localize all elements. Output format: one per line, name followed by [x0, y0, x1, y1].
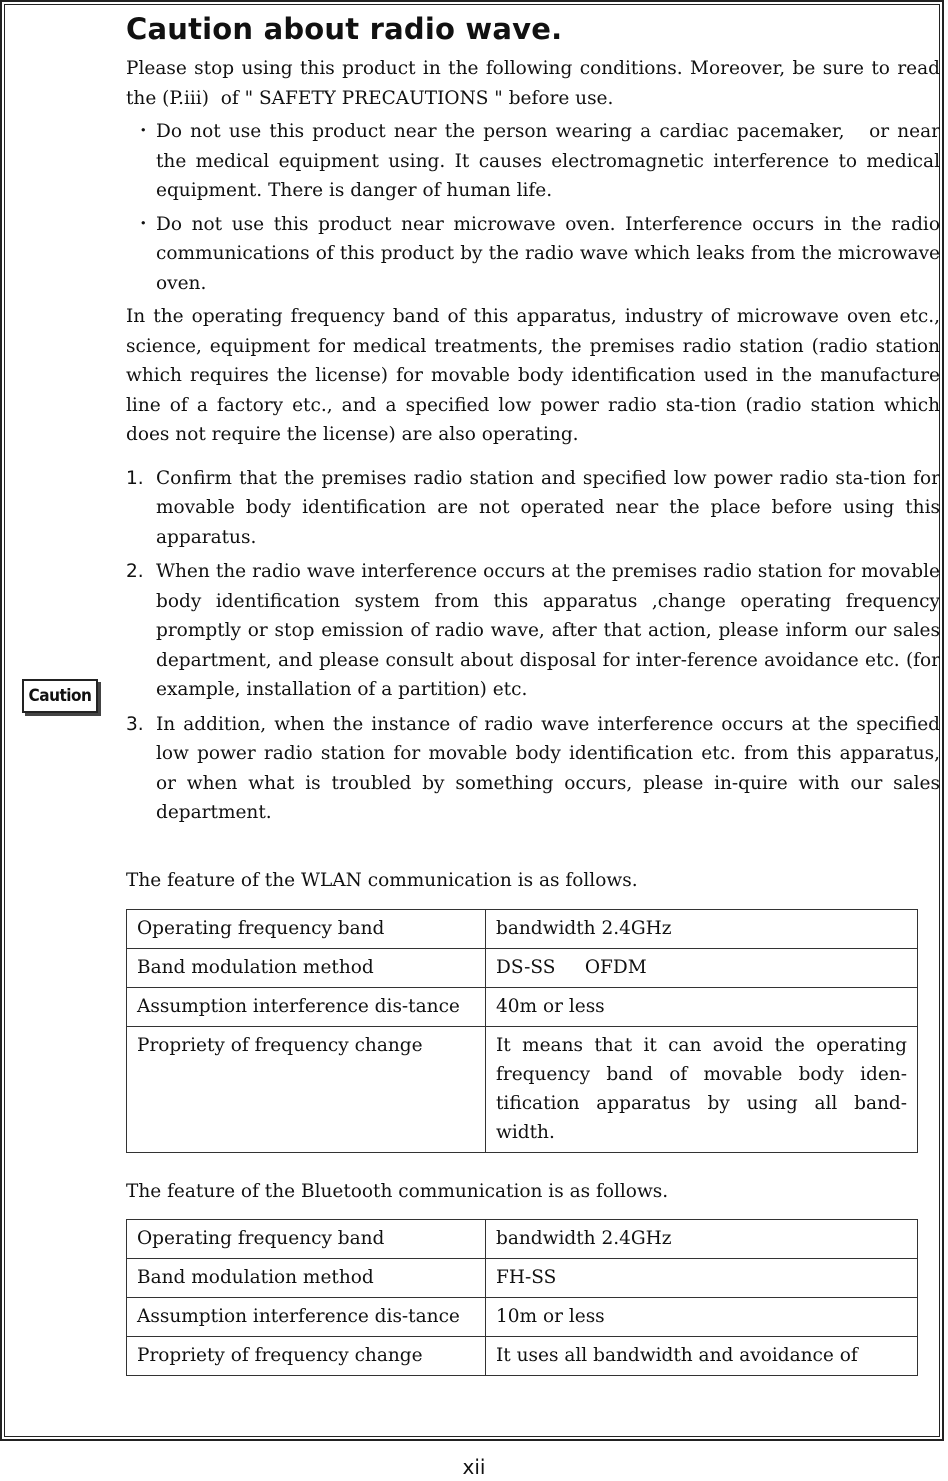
bullet-mark: ・: [134, 121, 153, 142]
row-label: Propriety of frequency change: [127, 1027, 486, 1153]
row-label: Operating frequency band: [127, 910, 486, 949]
numbered-list: [126, 464, 940, 828]
bullet-item: [126, 210, 940, 299]
bullet-mark: ・: [134, 213, 153, 235]
row-value: DS-SS OFDM: [486, 949, 918, 988]
bullet-list: [126, 117, 940, 298]
table-row: [127, 910, 918, 949]
bluetooth-feature-table: [126, 1219, 918, 1376]
bullet-item: [126, 117, 940, 206]
row-value: 10m or less: [486, 1297, 918, 1336]
item-text: Confirm that the premises radio station and specified low power radio sta-tion for movable body identification are not operated near the place before using this apparatus.: [156, 467, 940, 548]
bluetooth-intro: The feature of the Bluetooth communication is as follows.: [126, 1181, 669, 1202]
item-number: 3.: [126, 713, 144, 735]
item-text: When the radio wave interference occurs at the premises radio station for movable body identification system from this apparatus ,change operating frequency promptly or stop emission of radio wave, after that action, please inform our sales department, and please consult about disposal for inter-ference avoidance etc. (for example, installation of a partition) etc.: [156, 561, 940, 700]
wlan-feature-table: [126, 909, 918, 1153]
row-label: Band modulation method: [127, 949, 486, 988]
row-value: It uses all bandwidth and avoidance of: [486, 1336, 918, 1375]
row-label: Propriety of frequency change: [127, 1336, 486, 1375]
caution-badge: Caution: [22, 679, 98, 713]
table-row: [127, 1258, 918, 1297]
item-number: 1.: [126, 467, 144, 489]
numbered-item: [126, 710, 940, 828]
table-row: [127, 1027, 918, 1153]
row-value: FH-SS: [486, 1258, 918, 1297]
wlan-intro: The feature of the WLAN communication is as follows.: [126, 869, 638, 891]
row-label: Band modulation method: [127, 1258, 486, 1297]
bullet-text: Do not use this product near the person wearing a cardiac pacemaker, or near the medical equipment using. It causes electromagnetic interference to medical equipment. There is danger of human life.: [156, 121, 940, 201]
section-heading: Caution about radio wave.: [126, 12, 563, 46]
bullet-text: Do not use this product near microwave oven. Interference occurs in the radio communications of this product by the radio wave which leaks from the microwave oven.: [156, 213, 940, 294]
intro-paragraph: Please stop using this product in the following conditions. Moreover, be sure to read the (P.iii) of " SAFETY PRECAUTIONS " before use.: [126, 58, 940, 109]
row-value: bandwidth 2.4GHz: [486, 1219, 918, 1258]
table-row: [127, 1219, 918, 1258]
row-label: Assumption interference dis-tance: [127, 1297, 486, 1336]
row-value: It means that it can avoid the operating frequency band of movable body iden-tification apparatus by using all band-width.: [486, 1027, 918, 1153]
row-label: Operating frequency band: [127, 1219, 486, 1258]
item-text: In addition, when the instance of radio wave interference occurs at the specified low power radio station for movable body identification etc. from this apparatus, or when what is troubled by something occurs, please in-quire with our sales department.: [156, 713, 940, 823]
band-paragraph: In the operating frequency band of this apparatus, industry of microwave oven etc., science, equipment for medical treatments, the premises radio station (radio station which requires the license) for movable body identification used in the manufacture line of a factory etc., and a specified low power radio sta-tion (radio station which does not require the license) are also operating.: [126, 306, 940, 445]
table-row: [127, 949, 918, 988]
item-number: 2.: [126, 561, 144, 582]
table-row: [127, 1336, 918, 1375]
page-number: xii: [462, 1455, 486, 1479]
table-row: [127, 988, 918, 1027]
row-value: 40m or less: [486, 988, 918, 1027]
numbered-item: [126, 557, 940, 705]
numbered-item: [126, 464, 940, 553]
page-content: [126, 12, 940, 1376]
table-row: [127, 1297, 918, 1336]
row-value: bandwidth 2.4GHz: [486, 910, 918, 949]
row-label: Assumption interference dis-tance: [127, 988, 486, 1027]
